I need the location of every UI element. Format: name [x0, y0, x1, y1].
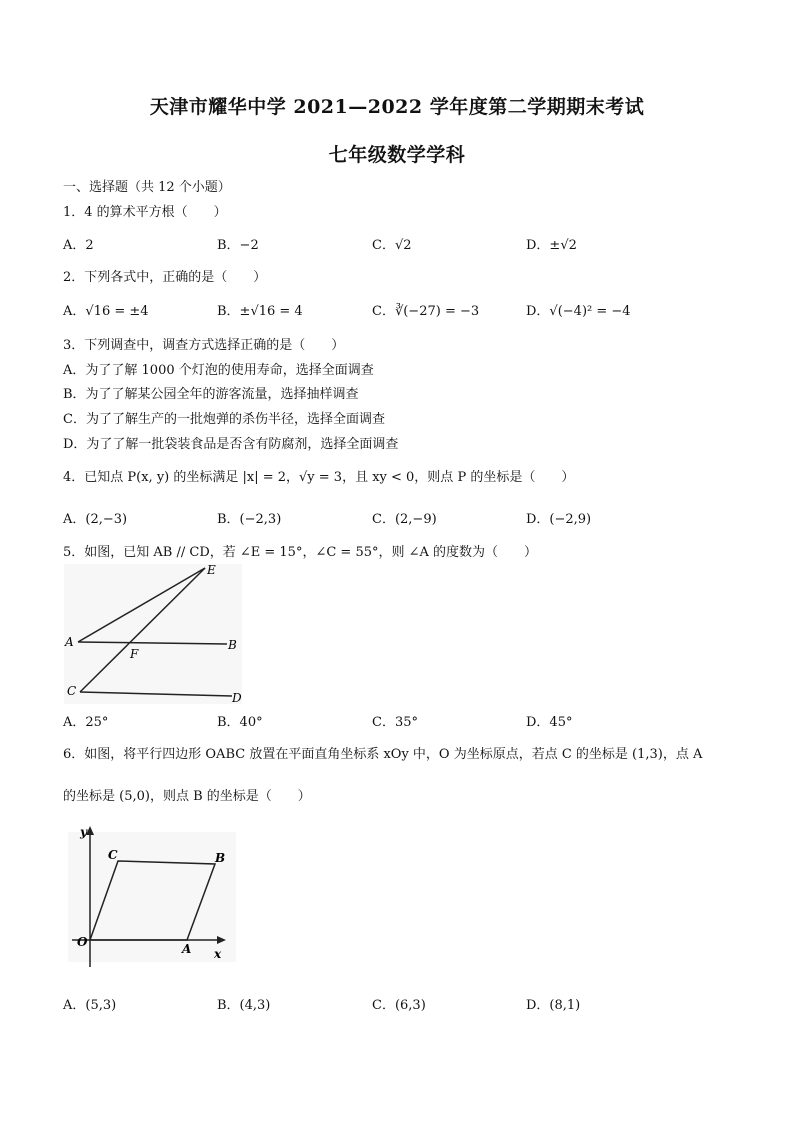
y-axis-arrow [86, 826, 94, 835]
label-d: D [232, 691, 242, 705]
question-5-option-b: B．40° [217, 715, 263, 730]
question-3-option-b: B．为了了解某公园全年的游客流量，选择抽样调查 [63, 387, 359, 402]
question-4-option-d: D．(−2,9) [526, 512, 592, 527]
label-y: y [80, 825, 87, 839]
question-1-option-d: D．±√2 [526, 238, 577, 253]
question-5-diagram [62, 560, 252, 706]
question-2-option-d: D．√(−4)² = −4 [526, 304, 631, 319]
exam-subtitle: 七年级数学学科 [328, 144, 466, 166]
label-x: x [214, 947, 222, 961]
question-2-option-a: A．√16 = ±4 [63, 304, 149, 319]
question-1-stem: 1．4 的算术平方根（ ） [63, 205, 227, 220]
question-6-stem-line-2: 的坐标是 (5,0)，则点 B 的坐标是（ ） [63, 789, 311, 804]
label-e: E [207, 563, 216, 577]
question-6-stem-line-1: 6．如图，将平行四边形 OABC 放置在平面直角坐标系 xOy 中，O 为坐标原点，若点 C 的坐标是 (1,3)，点 A [63, 747, 703, 762]
label-b: B [228, 638, 237, 652]
label-f: F [130, 647, 139, 661]
question-3-option-c: C．为了了解生产的一批炮弹的杀伤半径，选择全面调查 [63, 412, 385, 427]
label-c: C [67, 684, 77, 698]
question-4-option-c: C．(2,−9) [372, 512, 437, 527]
question-4-option-a: A．(2,−3) [63, 512, 128, 527]
figure-background [68, 832, 236, 962]
question-6-option-a: A．(5,3) [63, 998, 117, 1013]
label-b: B [215, 851, 226, 865]
question-6-figure [62, 822, 242, 972]
exam-title: 天津市耀华中学 2021—2022 学年度第二学期期末考试 [149, 96, 645, 118]
label-c: C [108, 848, 118, 862]
question-6-option-b: B．(4,3) [217, 998, 271, 1013]
label-a: A [182, 942, 192, 956]
label-a: A [65, 635, 74, 649]
label-o: O [77, 935, 88, 949]
question-1-option-b: B．−2 [217, 238, 259, 253]
question-3-option-d: D．为了了解一批袋装食品是否含有防腐剂，选择全面调查 [63, 437, 399, 452]
question-6-option-c: C．(6,3) [372, 998, 426, 1013]
question-5-option-d: D．45° [526, 715, 573, 730]
question-4-option-b: B．(−2,3) [217, 512, 282, 527]
question-5-option-a: A．25° [63, 715, 109, 730]
question-2-stem: 2．下列各式中，正确的是（ ） [63, 270, 267, 285]
question-1-option-a: A．2 [63, 238, 94, 253]
question-5-stem: 5．如图，已知 AB // CD，若 ∠E = 15°，∠C = 55°，则 ∠A 的度数为（ ） [63, 545, 538, 560]
question-6-option-d: D．(8,1) [526, 998, 581, 1013]
question-3-option-a: A．为了了解 1000 个灯泡的使用寿命，选择全面调查 [63, 363, 374, 378]
question-2-option-b: B．±√16 = 4 [217, 304, 303, 319]
question-5-figure [62, 560, 252, 706]
question-5-option-c: C．35° [372, 715, 418, 730]
question-2-option-c: C．∛(−27) = −3 [372, 304, 480, 319]
question-3-stem: 3．下列调查中，调查方式选择正确的是（ ） [63, 338, 345, 353]
question-1-option-c: C．√2 [372, 238, 412, 253]
section-heading: 一、选择题（共 12 个小题） [63, 180, 231, 195]
question-6-diagram [62, 822, 242, 972]
question-4-stem: 4．已知点 P(x, y) 的坐标满足 |x| = 2，√y = 3，且 xy < 0，则点 P 的坐标是（ ） [63, 470, 575, 485]
